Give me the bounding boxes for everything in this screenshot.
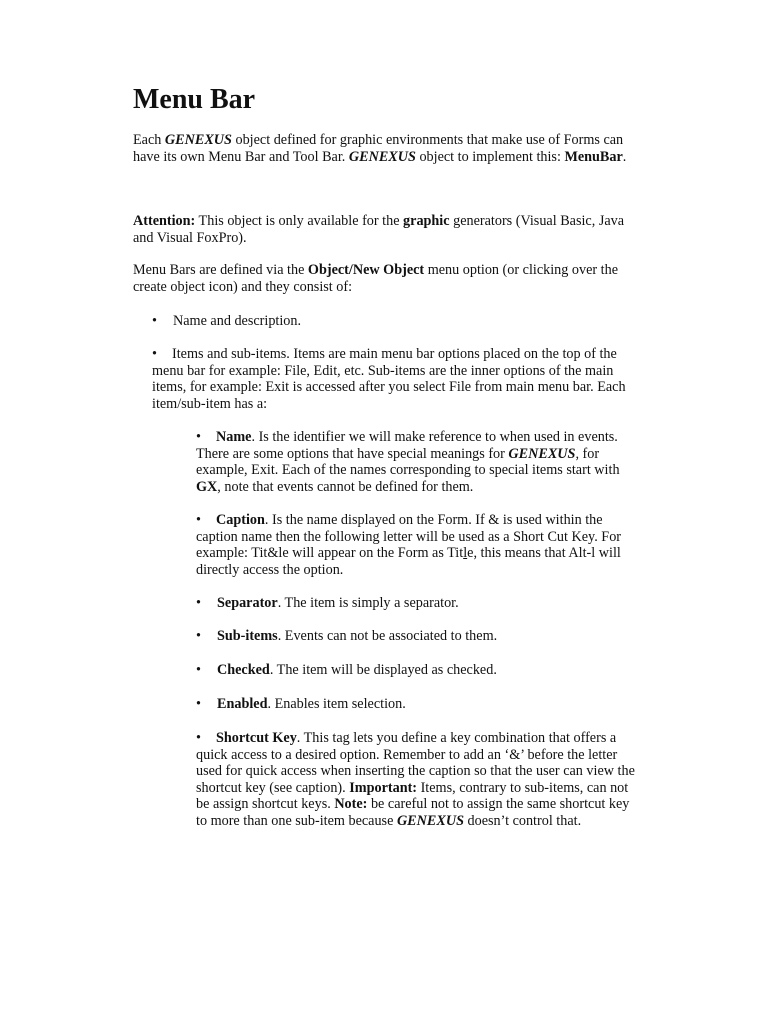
attention-paragraph (133, 213, 643, 246)
term-caption: Caption (216, 512, 265, 528)
page-title: Menu Bar (133, 84, 256, 115)
genexus-term: GENEXUS (396, 812, 464, 829)
bullet-text: , for example, Exit. Each of the names corresponding to special items start with (196, 445, 620, 479)
bullet-text: , note that events cannot be defined for them. (217, 478, 474, 495)
bullet-icon: • (152, 346, 157, 362)
bullet-text: . Events can not be associated to them. (277, 628, 498, 644)
sub-bullet-subitems (196, 628, 636, 645)
bullet-icon: • (196, 628, 201, 644)
bullet-icon: • (196, 696, 201, 712)
attention-label: Attention: (133, 213, 196, 229)
bullet-text: Items, contrary to sub-items, can not be assign shortcut keys. (196, 779, 629, 813)
intro-text: object to implement this: (415, 148, 565, 165)
bullet-items-subitems (152, 346, 642, 412)
genexus-term: GENEXUS (508, 445, 576, 462)
term-enabled: Enabled (217, 696, 268, 712)
menubars-paragraph (133, 262, 643, 295)
important-label: Important: (349, 779, 418, 796)
bullet-text: . The item will be displayed as checked. (269, 662, 497, 678)
bullet-text: . Enables item selection. (267, 696, 406, 712)
term-shortcut-key: Shortcut Key (216, 730, 297, 746)
note-label: Note: (334, 796, 368, 813)
term-checked: Checked (217, 662, 270, 678)
bullet-text: Name and description. (173, 313, 302, 329)
bullet-icon: • (196, 512, 201, 528)
sub-bullet-name (196, 429, 636, 495)
menubar-term: MenuBar (564, 148, 623, 165)
bullet-text: be careful not to assign the same shortcut key to more than one sub-item because (196, 796, 630, 829)
menu-option-term: Object/New Object (307, 262, 425, 278)
graphic-term: graphic (403, 213, 450, 229)
menubars-text: menu option (or clicking over the create object icon) and they consist of: (133, 262, 618, 295)
bullet-text: . The item is simply a separator. (277, 595, 459, 611)
bullet-text: Items and sub-items. Items are main menu bar options placed on the top of the menu bar for example: File, Edit, etc. Sub-items are the inner options of the main items, for example: Exit is accessed after you select File from main menu bar. Each item/sub-item has a: (152, 346, 626, 412)
bullet-icon: • (196, 429, 201, 445)
genexus-term: GENEXUS (164, 132, 232, 148)
sub-bullet-separator (196, 595, 636, 612)
attention-text: This object is only available for the (195, 213, 404, 229)
term-name: Name (216, 429, 252, 445)
bullet-text: . Is the name displayed on the Form. If & is used within the caption name then the following letter will be used as a Short Cut Key. For example: Tit&le will appear on the Form as Tit (196, 512, 622, 562)
gx-term: GX (196, 478, 218, 495)
sub-bullet-enabled (196, 696, 636, 713)
bullet-icon: • (196, 730, 201, 746)
intro-paragraph (133, 132, 643, 165)
bullet-name-description (152, 313, 642, 330)
intro-text: . (622, 148, 627, 165)
sub-bullet-checked (196, 662, 636, 679)
underlined-letter: l (463, 545, 468, 562)
sub-bullet-shortcut-key (196, 730, 636, 830)
menubars-text: Menu Bars are defined via the (133, 262, 308, 278)
term-subitems: Sub-items (217, 628, 278, 644)
intro-text: Each (133, 132, 165, 148)
term-separator: Separator (217, 595, 278, 611)
bullet-icon: • (196, 662, 201, 678)
sub-bullet-caption (196, 512, 636, 578)
bullet-text: doesn’t control that. (463, 812, 582, 829)
bullet-text: . This tag lets you define a key combination that offers a quick access to a desired option. Remember to add an ‘&’ before the letter used for quick access when inserting the caption so that the user can view the shortcut key (see caption). (196, 730, 635, 796)
bullet-text: . Is the identifier we will make reference to when used in events. There are some options that have special meanings for (196, 429, 618, 462)
bullet-icon: • (152, 313, 157, 329)
intro-text: object defined for graphic environments that make use of Forms can have its own Menu Bar and Tool Bar. (133, 132, 624, 165)
genexus-term: GENEXUS (348, 148, 416, 165)
attention-text: generators (Visual Basic, Java and Visual FoxPro). (133, 213, 625, 246)
bullet-icon: • (196, 595, 201, 611)
bullet-text: e, this means that Alt-l will directly access the option. (196, 545, 621, 578)
